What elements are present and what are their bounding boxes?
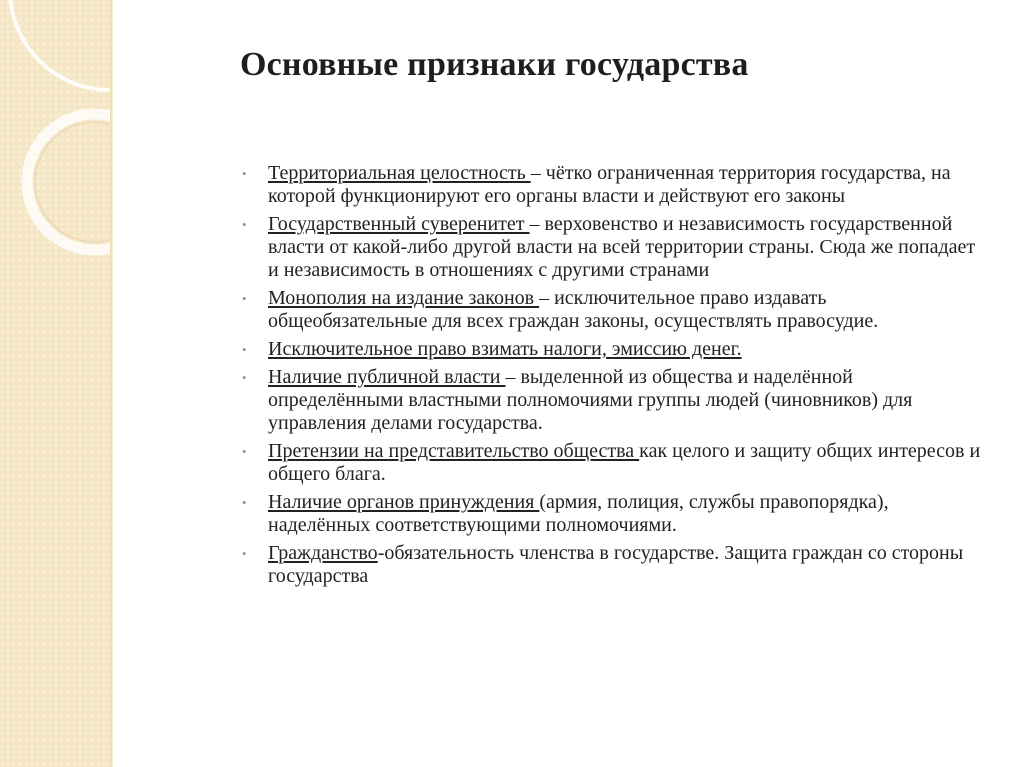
side-band-edge — [110, 0, 113, 767]
list-item — [242, 162, 982, 208]
list-item — [242, 542, 982, 588]
bullet-icon: • — [242, 495, 247, 510]
item-term: Государственный суверенитет — [268, 213, 530, 235]
bullet-icon: • — [242, 217, 247, 232]
item-term: Наличие публичной власти — [268, 366, 506, 388]
item-term: Монополия на издание законов — [268, 287, 540, 309]
bullet-icon: • — [242, 166, 247, 181]
list-item — [242, 287, 982, 333]
item-term: Претензии на представительство общества — [268, 440, 640, 462]
item-text: -обязательность членства в государстве. Защита граждан со стороны государства — [268, 542, 964, 587]
item-term: Гражданство — [268, 542, 378, 564]
decorative-rings — [0, 0, 110, 767]
bullet-icon: • — [242, 370, 247, 385]
list-item — [242, 366, 982, 435]
list-item — [242, 213, 982, 282]
item-text: – исключительное право издавать общеобязательные для всех граждан законы, осуществлять правосудие. — [268, 287, 879, 332]
bullet-icon: • — [242, 342, 247, 357]
item-term: Исключительное право взимать налоги, эмиссию денег. — [268, 338, 742, 360]
list-item — [242, 491, 982, 537]
decorative-side-band — [0, 0, 110, 767]
feature-list — [242, 162, 982, 593]
bullet-icon: • — [242, 444, 247, 459]
bullet-icon: • — [242, 546, 247, 561]
list-item — [242, 338, 982, 361]
item-term: Наличие органов принуждения — [268, 491, 540, 513]
item-text: (армия, полиция, службы правопорядка), наделённых соответствующими полномочиями. — [268, 491, 889, 536]
list-item — [242, 440, 982, 486]
item-term: Территориальная целостность — [268, 162, 531, 184]
slide-title: Основные признаки государства — [240, 46, 749, 83]
item-text: – выделенной из общества и наделённой определёнными властными полномочиями группы людей (чиновников) для управления делами государства. — [268, 366, 913, 434]
item-text: – чётко ограниченная территория государства, на которой функционируют его органы власти и действуют его законы — [268, 162, 951, 207]
item-text: – верховенство и независимость государственной власти от какой-либо другой власти на всей территории страны. Сюда же попадает и независимость в отношениях с другими странами — [268, 213, 976, 281]
bullet-icon: • — [242, 291, 247, 306]
item-text: как целого и защиту общих интересов и общего блага. — [268, 440, 981, 485]
